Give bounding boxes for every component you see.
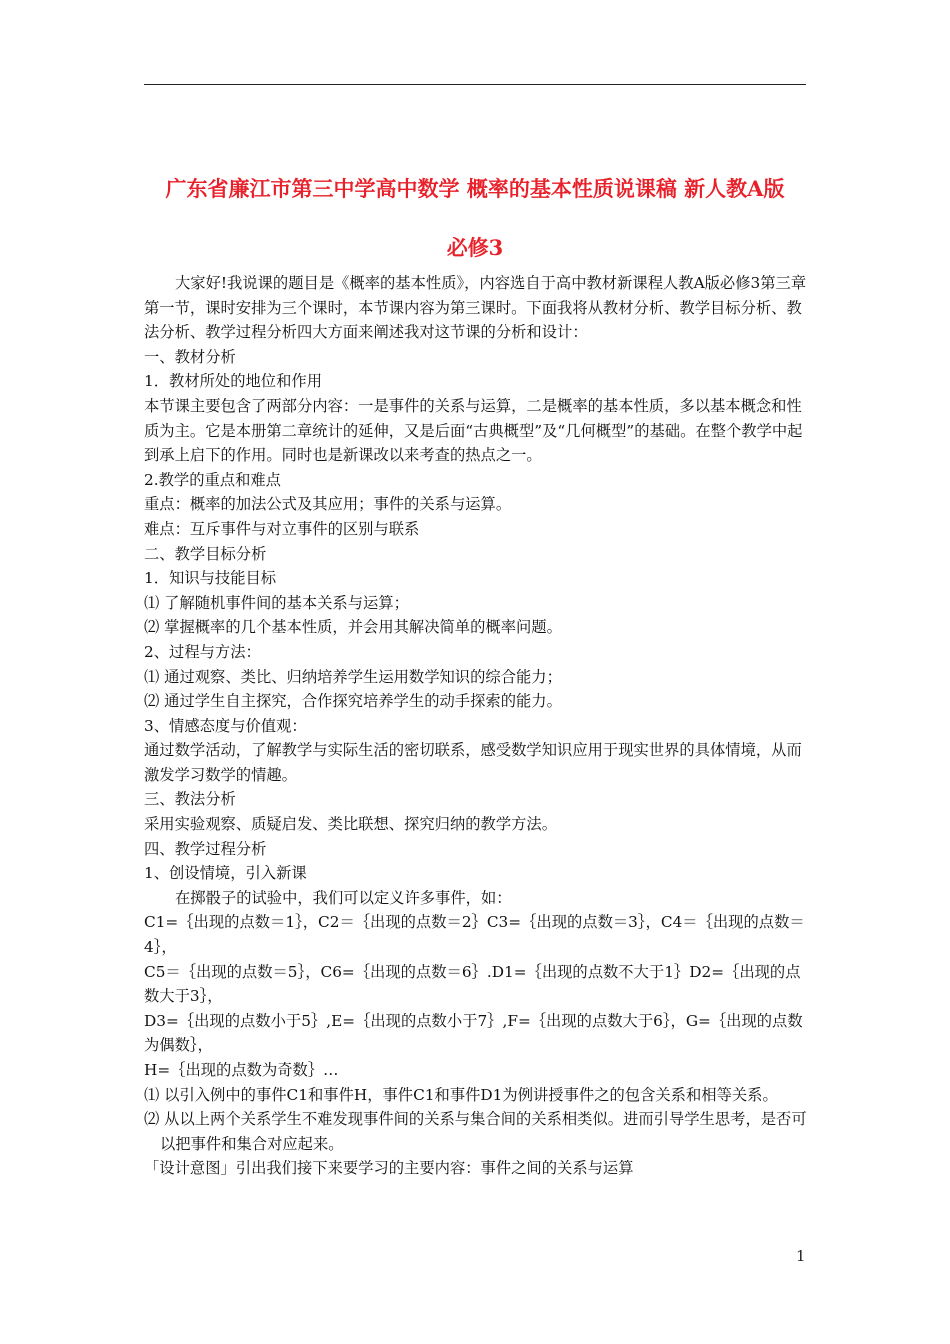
- page-number: 1: [796, 1247, 806, 1265]
- list-item: ⑴ 了解随机事件间的基本关系与运算；: [144, 593, 409, 612]
- paragraph: 重点：概率的加法公式及其应用；事件的关系与运算。: [144, 495, 512, 514]
- subsection-heading: 2.教学的重点和难点: [144, 470, 281, 489]
- event-definition: H=｛出现的点数为奇数｝…: [144, 1061, 339, 1079]
- header-rule: [144, 84, 806, 85]
- list-item: ⑴ 以引入例中的事件C1和事件H，事件C1和事件D1为例讲授事件之的包含关系和相等关系。: [144, 1085, 778, 1104]
- paragraph: 在掷骰子的试验中，我们可以定义许多事件，如：: [175, 888, 512, 907]
- paragraph: 通过数学活动，了解教学与实际生活的密切联系，感受数学知识应用于现实世界的具体情境，从而激发学习数学的情趣。: [144, 741, 802, 784]
- section-heading-1: 一、教材分析: [144, 347, 236, 366]
- list-item: ⑵ 掌握概率的几个基本性质，并会用其解决简单的概率问题。: [144, 618, 562, 637]
- subsection-heading: 1．教材所处的地位和作用: [144, 372, 322, 391]
- event-definition: D3=｛出现的点数小于5｝,E=｛出现的点数小于7｝,F=｛出现的点数大于6｝，G=｛出现的点数为偶数｝，: [144, 1011, 803, 1055]
- event-definition: C1=｛出现的点数＝1｝，C2＝｛出现的点数＝2｝C3=｛出现的点数＝3｝，C4＝｛出现的点数＝4｝，: [144, 913, 805, 957]
- paragraph: 本节课主要包含了两部分内容：一是事件的关系与运算，二是概率的基本性质，多以基本概念和性质为主。它是本册第二章统计的延伸，又是后面“古典概型”及“几何概型”的基础。在整个教学中起到承上启下的作用。同时也是新课改以来考查的热点之一。: [144, 396, 803, 465]
- event-definition: C5＝｛出现的点数＝5｝，C6=｛出现的点数＝6｝.D1=｛出现的点数不大于1｝D2=｛出现的点数大于3｝，: [144, 962, 801, 1006]
- section-heading-3: 三、教法分析: [144, 790, 236, 809]
- subsection-heading: 1、创设情境，引入新课: [144, 864, 307, 883]
- section-heading-2: 二、教学目标分析: [144, 544, 267, 563]
- paragraph-intro: 大家好!我说课的题目是《概率的基本性质》，内容选自于高中教材新课程人教A版必修3第三章第一节，课时安排为三个课时，本节课内容为第三课时。下面我将从教材分析、教学目标分析、教法分析、教学过程分析四大方面来阐述我对这节课的分析和设计：: [144, 274, 807, 342]
- document-title-line-1: 广东省廉江市第三中学高中数学 概率的基本性质说课稿 新人教A版: [165, 176, 785, 201]
- subsection-heading: 1．知识与技能目标: [144, 569, 277, 588]
- list-item: ⑵ 通过学生自主探究，合作探究培养学生的动手探索的能力。: [144, 692, 562, 711]
- list-item: ⑵ 从以上两个关系学生不难发现事件间的关系与集合间的关系相类似。进而引导学生思考，是否可以把事件和集合对应起来。: [144, 1110, 807, 1153]
- list-item: ⑴ 通过观察、类比、归纳培养学生运用数学知识的综合能力；: [144, 667, 562, 686]
- paragraph: 采用实验观察、质疑启发、类比联想、探究归纳的教学方法。: [144, 815, 558, 834]
- subsection-heading: 3、情感态度与价值观：: [144, 716, 307, 735]
- document-title-line-2: 必修3: [446, 235, 504, 260]
- design-intent-note: 「设计意图」引出我们接下来要学习的主要内容：事件之间的关系与运算: [144, 1159, 634, 1178]
- subsection-heading: 2、过程与方法：: [144, 642, 261, 661]
- paragraph: 难点：互斥事件与对立事件的区别与联系: [144, 519, 420, 538]
- section-heading-4: 四、教学过程分析: [144, 839, 267, 858]
- document-body: [144, 271, 814, 1181]
